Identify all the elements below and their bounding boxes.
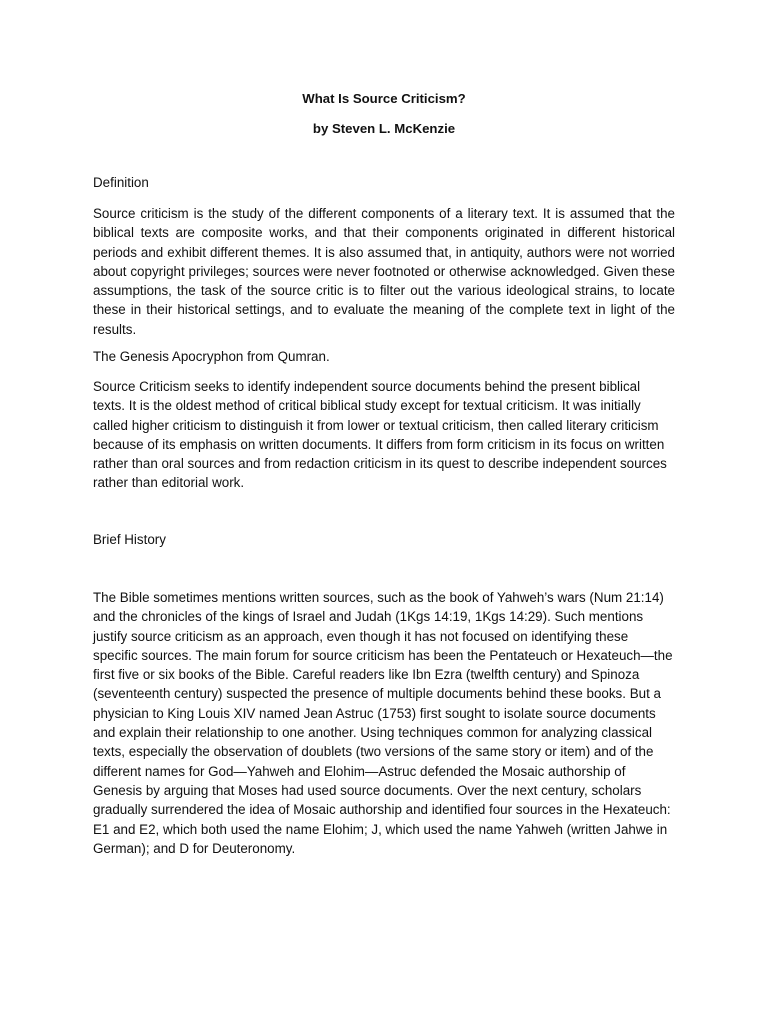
- definition-paragraph: Source criticism is the study of the different components of a literary text. It is assumed that the biblical texts are composite works, and that their components originated in different historical periods and exhibit different themes. It is also assumed that, in antiquity, authors were not worried about copyright privileges; sources were never footnoted or otherwise acknowledged. Given these assumptions, the task of the source critic is to filter out the various ideological strains, to locate these in their historical settings, and to evaluate the meaning of the complete text in light of the results.: [93, 206, 675, 337]
- document-title: What Is Source Criticism?: [302, 91, 466, 106]
- image-caption: The Genesis Apocryphon from Qumran.: [93, 349, 330, 364]
- document-author: by Steven L. McKenzie: [312, 121, 456, 136]
- definition-heading: Definition: [93, 175, 149, 190]
- brief-history-paragraph: The Bible sometimes mentions written sources, such as the book of Yahweh’s wars (Num 21:14) and the chronicles of the kings of Israel and Judah (1Kgs 14:19, 1Kgs 14:29). Such mentions justify source criticism as an approach, even though it has not focused on identifying these specific sources. The main forum for source criticism has been the Pentateuch or Hexateuch—the first five or six books of the Bible. Careful readers like Ibn Ezra (twelfth century) and Spinoza (seventeenth century) suspected the presence of multiple documents behind these books. But a physician to King Louis XIV named Jean Astruc (1753) first sought to isolate source documents and explain their relationship to one another. Using techniques common for analyzing classical texts, especially the observation of doublets (two versions of the same story or item) and of the different names for God—Yahweh and Elohim—Astruc defended the Mosaic authorship of Genesis by arguing that Moses had used source documents. Over the next century, scholars gradually surrendered the idea of Mosaic authorship and identified four sources in the Hexateuch: E1 and E2, which both used the name Elohim; J, which used the name Yahweh (written Jahwe in German); and D for Deuteronomy.: [93, 590, 673, 856]
- brief-history-heading: Brief History: [93, 532, 166, 547]
- source-criticism-paragraph: Source Criticism seeks to identify independent source documents behind the present biblical texts. It is the oldest method of critical biblical study except for textual criticism. It was initially called higher criticism to distinguish it from lower or textual criticism, then called literary criticism because of its emphasis on written documents. It differs from form criticism in its focus on written rather than oral sources and from redaction criticism in its quest to describe independent sources rather than editorial work.: [93, 379, 667, 491]
